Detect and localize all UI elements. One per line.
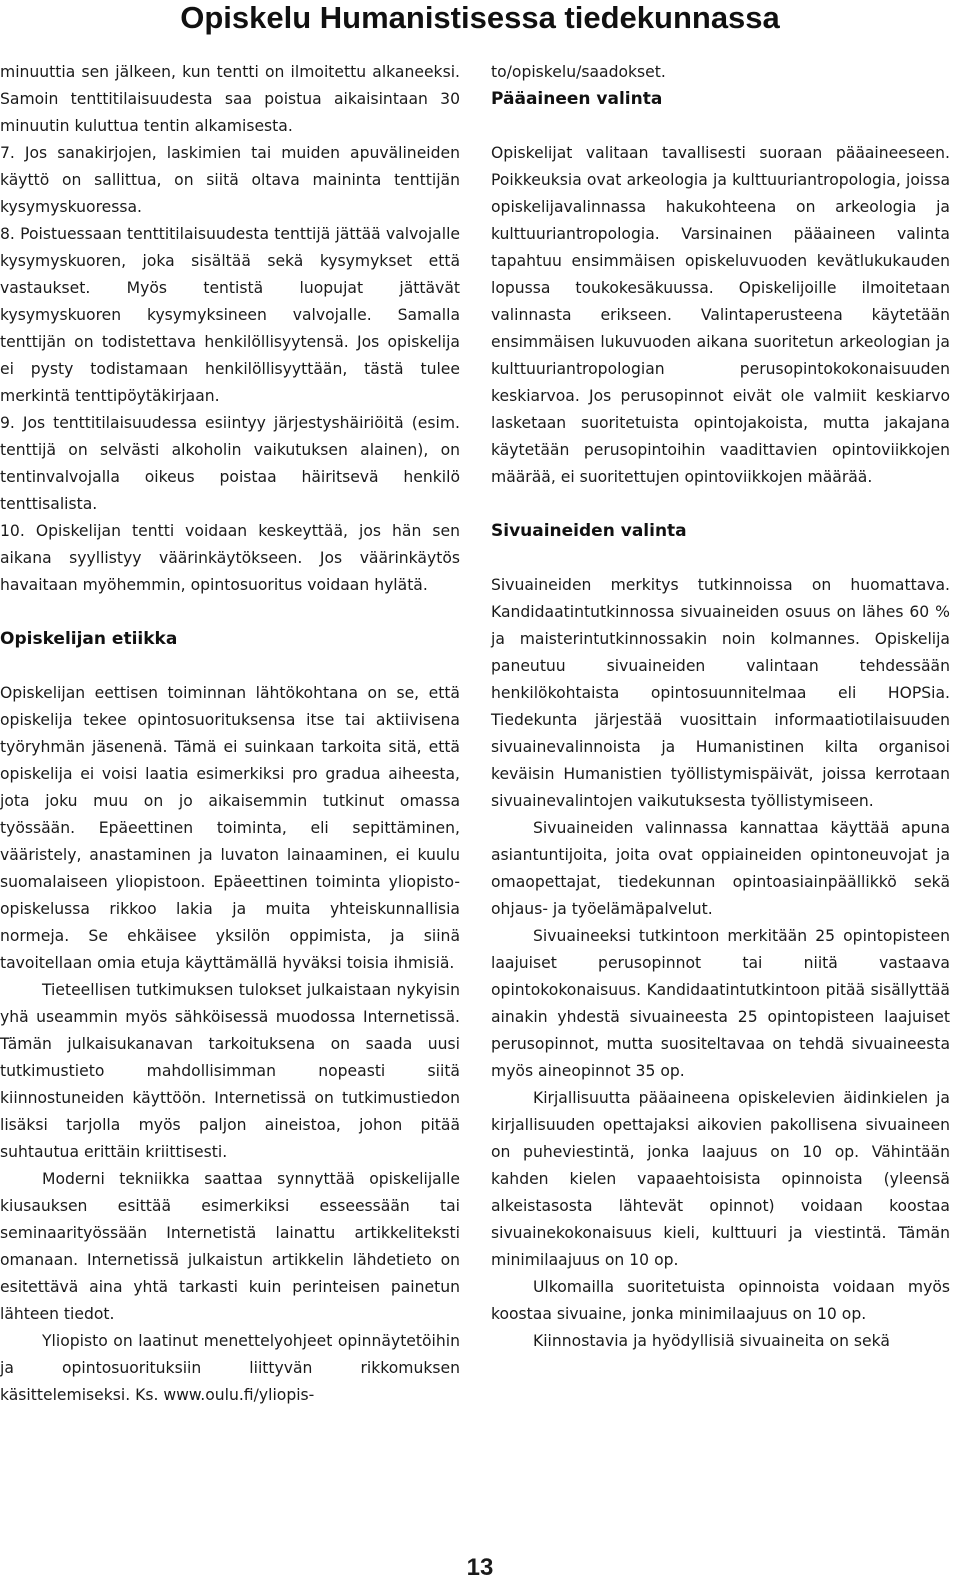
paragraph: 10. Opiskelijan tentti voidaan keskeyttää, jos hän sen aikana syyllistyy väärinkäytökseen. Jos väärinkäytös havaitaan myöhemmin, opintosuoritus voidaan hylätä. [0, 522, 460, 594]
paragraph: 8. Poistuessaan tenttitilaisuudesta tenttijä jättää valvojalle kysymyskuoren, joka sisältää sekä kysymykset että vastaukset. Myös tentistä luopujat jättävät kysymyskuoren kysymyksineen valvojalle. Samalla tenttijän on todistettava henkilöllisyytensä. Jos opiskelija ei pysty todistamaan henkilöllisyyttään, tästä tulee merkintä tenttipöytäkirjaan. [0, 225, 460, 405]
paragraph: Sivuaineeksi tutkintoon merkitään 25 opintopisteen laajuiset perusopinnot tai niitä vastaava opintokokonaisuus. Kandidaatintutkintoon pitää sisällyttää ainakin yhdestä sivuaineesta 25 opintopisteen laajuiset perusopinnot, mutta suositeltavaa on tehdä sivuaineesta myös aineopinnot 35 op. [491, 927, 950, 1080]
section-heading-sivuaine: Sivuaineiden valinta [491, 521, 687, 541]
spacer [491, 545, 950, 572]
section-heading-paaaine: Pääaineen valinta [491, 89, 663, 109]
spacer [491, 113, 950, 140]
paragraph: Kiinnostavia ja hyödyllisiä sivuaineita on sekä [533, 1332, 890, 1350]
right-column [491, 59, 950, 1355]
paragraph: Ulkomailla suoritetuista opinnoista voidaan myös koostaa sivuaine, jonka minimilaajuus on 10 op. [491, 1278, 950, 1323]
paragraph: Tieteellisen tutkimuksen tulokset julkaistaan nykyisin yhä useammin myös sähköisessä muodossa Internetissä. Tämän julkaisukanavan tarkoituksena on saada uusi tutkimustieto mahdollisimman nopeasti siitä kiinnostuneiden käyttöön. Internetissä on tutkimustiedon lisäksi tarjolla myös paljon aineistoa, johon pitää suhtautua erittäin kriittisesti. [0, 981, 460, 1161]
page-number: 13 [466, 1554, 494, 1581]
paragraph: Kirjallisuutta pääaineena opiskelevien äidinkielen ja kirjallisuuden opettajaksi aikovien pakollisena sivuaineen on puheviestintä, jonka laajuus on 10 op. Vähintään kahden kielen vapaaehtoisista opinnoista (yleensä alkeistasosta lähtevät opinnot) voidaan koostaa sivuainekokonaisuus kieli, kulttuuri ja viestintä. Tämän minimilaajuus on 10 op. [491, 1089, 950, 1269]
left-column [0, 59, 460, 1409]
spacer [0, 599, 460, 626]
paragraph: Opiskelijat valitaan tavallisesti suoraan pääaineeseen. Poikkeuksia ovat arkeologia ja kulttuuriantropologia, joissa opiskelijavalinnassa hakukohteena on arkeologia ja kulttuuriantropologia. Varsinainen pääaineen valinta tapahtuu ensimmäisen opiskeluvuoden kevätlukukauden lopussa toukokesäkuussa. Opiskelijoille ilmoitetaan valinnasta erikseen. Valintaperusteena käytetään ensimmäisen lukuvuoden aikana suoritetun arkeologian ja kulttuuriantropologian perusopintokokonaisuuden keskiarvoa. Jos perusopinnot eivät ole valmiit keskiarvo lasketaan suoritetuista opintojakoista, mutta jakajana käytetään perusopintoihin vaadittavien opintoviikkojen määrää, ei suoritettujen opintoviikkojen määrää. [491, 144, 950, 486]
paragraph: 9. Jos tenttitilaisuudessa esiintyy järjestyshäiriöitä (esim. tenttijä on selvästi alkoholin vaikutuksen alainen), on tentinvalvojalla oikeus poistaa häiritsevä henkilö tenttisalista. [0, 414, 460, 513]
paragraph: Sivuaineiden valinnassa kannattaa käyttää apuna asiantuntijoita, joita ovat oppiaineiden opintoneuvojat ja omaopettajat, tiedekunnan opintoasiainpäällikkö sekä ohjaus- ja työelämäpalvelut. [491, 819, 950, 918]
paragraph: to/opiskelu/saadokset. [491, 63, 666, 81]
paragraph: minuuttia sen jälkeen, kun tentti on ilmoitettu alkaneeksi. Samoin tenttitilaisuudesta saa poistua aikaisintaan 30 minuutin kuluttua tentin alkamisesta. [0, 63, 460, 135]
section-heading-etiikka: Opiskelijan etiikka [0, 629, 178, 649]
paragraph: Opiskelijan eettisen toiminnan lähtökohtana on se, että opiskelija tekee opintosuorituksensa itse tai aktiivisena työryhmän jäsenenä. Tämä ei suinkaan tarkoita sitä, että opiskelija ei voisi laatia esimerkiksi pro gradua aiheesta, jota joku muu on jo aikaisemmin tutkinut omassa työssään. Epäeettinen toiminta, eli sepittäminen, vääristely, anastaminen ja luvaton lainaaminen, ei kuulu suomalaiseen yliopistoon. Epäeettinen toiminta yliopisto-opiskelussa rikkoo lakia ja muita yhteiskunnallisia normeja. Se ehkäisee yksilön oppimista, ja siinä tavoitellaan omia etuja käyttämällä hyväksi toisia ihmisiä. [0, 684, 460, 972]
paragraph: Yliopisto on laatinut menettelyohjeet opinnäytetöihin ja opintosuorituksiin liittyvän rikkomuksen käsittelemiseksi. Ks. www.oulu.fi/yliopis- [0, 1332, 460, 1404]
paragraph: 7. Jos sanakirjojen, laskimien tai muiden apuvälineiden käyttö on sallittua, on siitä oltava maininta tenttijän kysymyskuoressa. [0, 144, 460, 216]
paragraph: Moderni tekniikka saattaa synnyttää opiskelijalle kiusauksen esittää esimerkiksi esseessään tai seminaarityössään Internetistä lainattu artikkeliteksti omanaan. Internetissä julkaistun artikkelin lähdetieto on esitettävä aina yhtä tarkasti kuin perinteisen painetun lähteen tiedot. [0, 1170, 460, 1323]
page-title: Opiskelu Humanistisessa tiedekunnassa [180, 0, 780, 35]
paragraph: Sivuaineiden merkitys tutkinnoissa on huomattava. Kandidaatintutkinnossa sivuaineiden osuus on lähes 60 % ja maisterintutkinnossakin noin kolmannes. Opiskelija paneutuu sivuaineiden valintaan tehdessään henkilökohtaista opintosuunnitelmaa eli HOPSia. Tiedekunta järjestää vuosittain informaatiotilaisuuden sivuainevalinnoista ja Humanistinen kilta organisoi keväisin Humanistien työllistymispäivät, joissa kerrotaan sivuainevalintojen vaikutuksesta työllistymiseen. [491, 576, 950, 810]
spacer [0, 653, 460, 680]
spacer [491, 491, 950, 518]
